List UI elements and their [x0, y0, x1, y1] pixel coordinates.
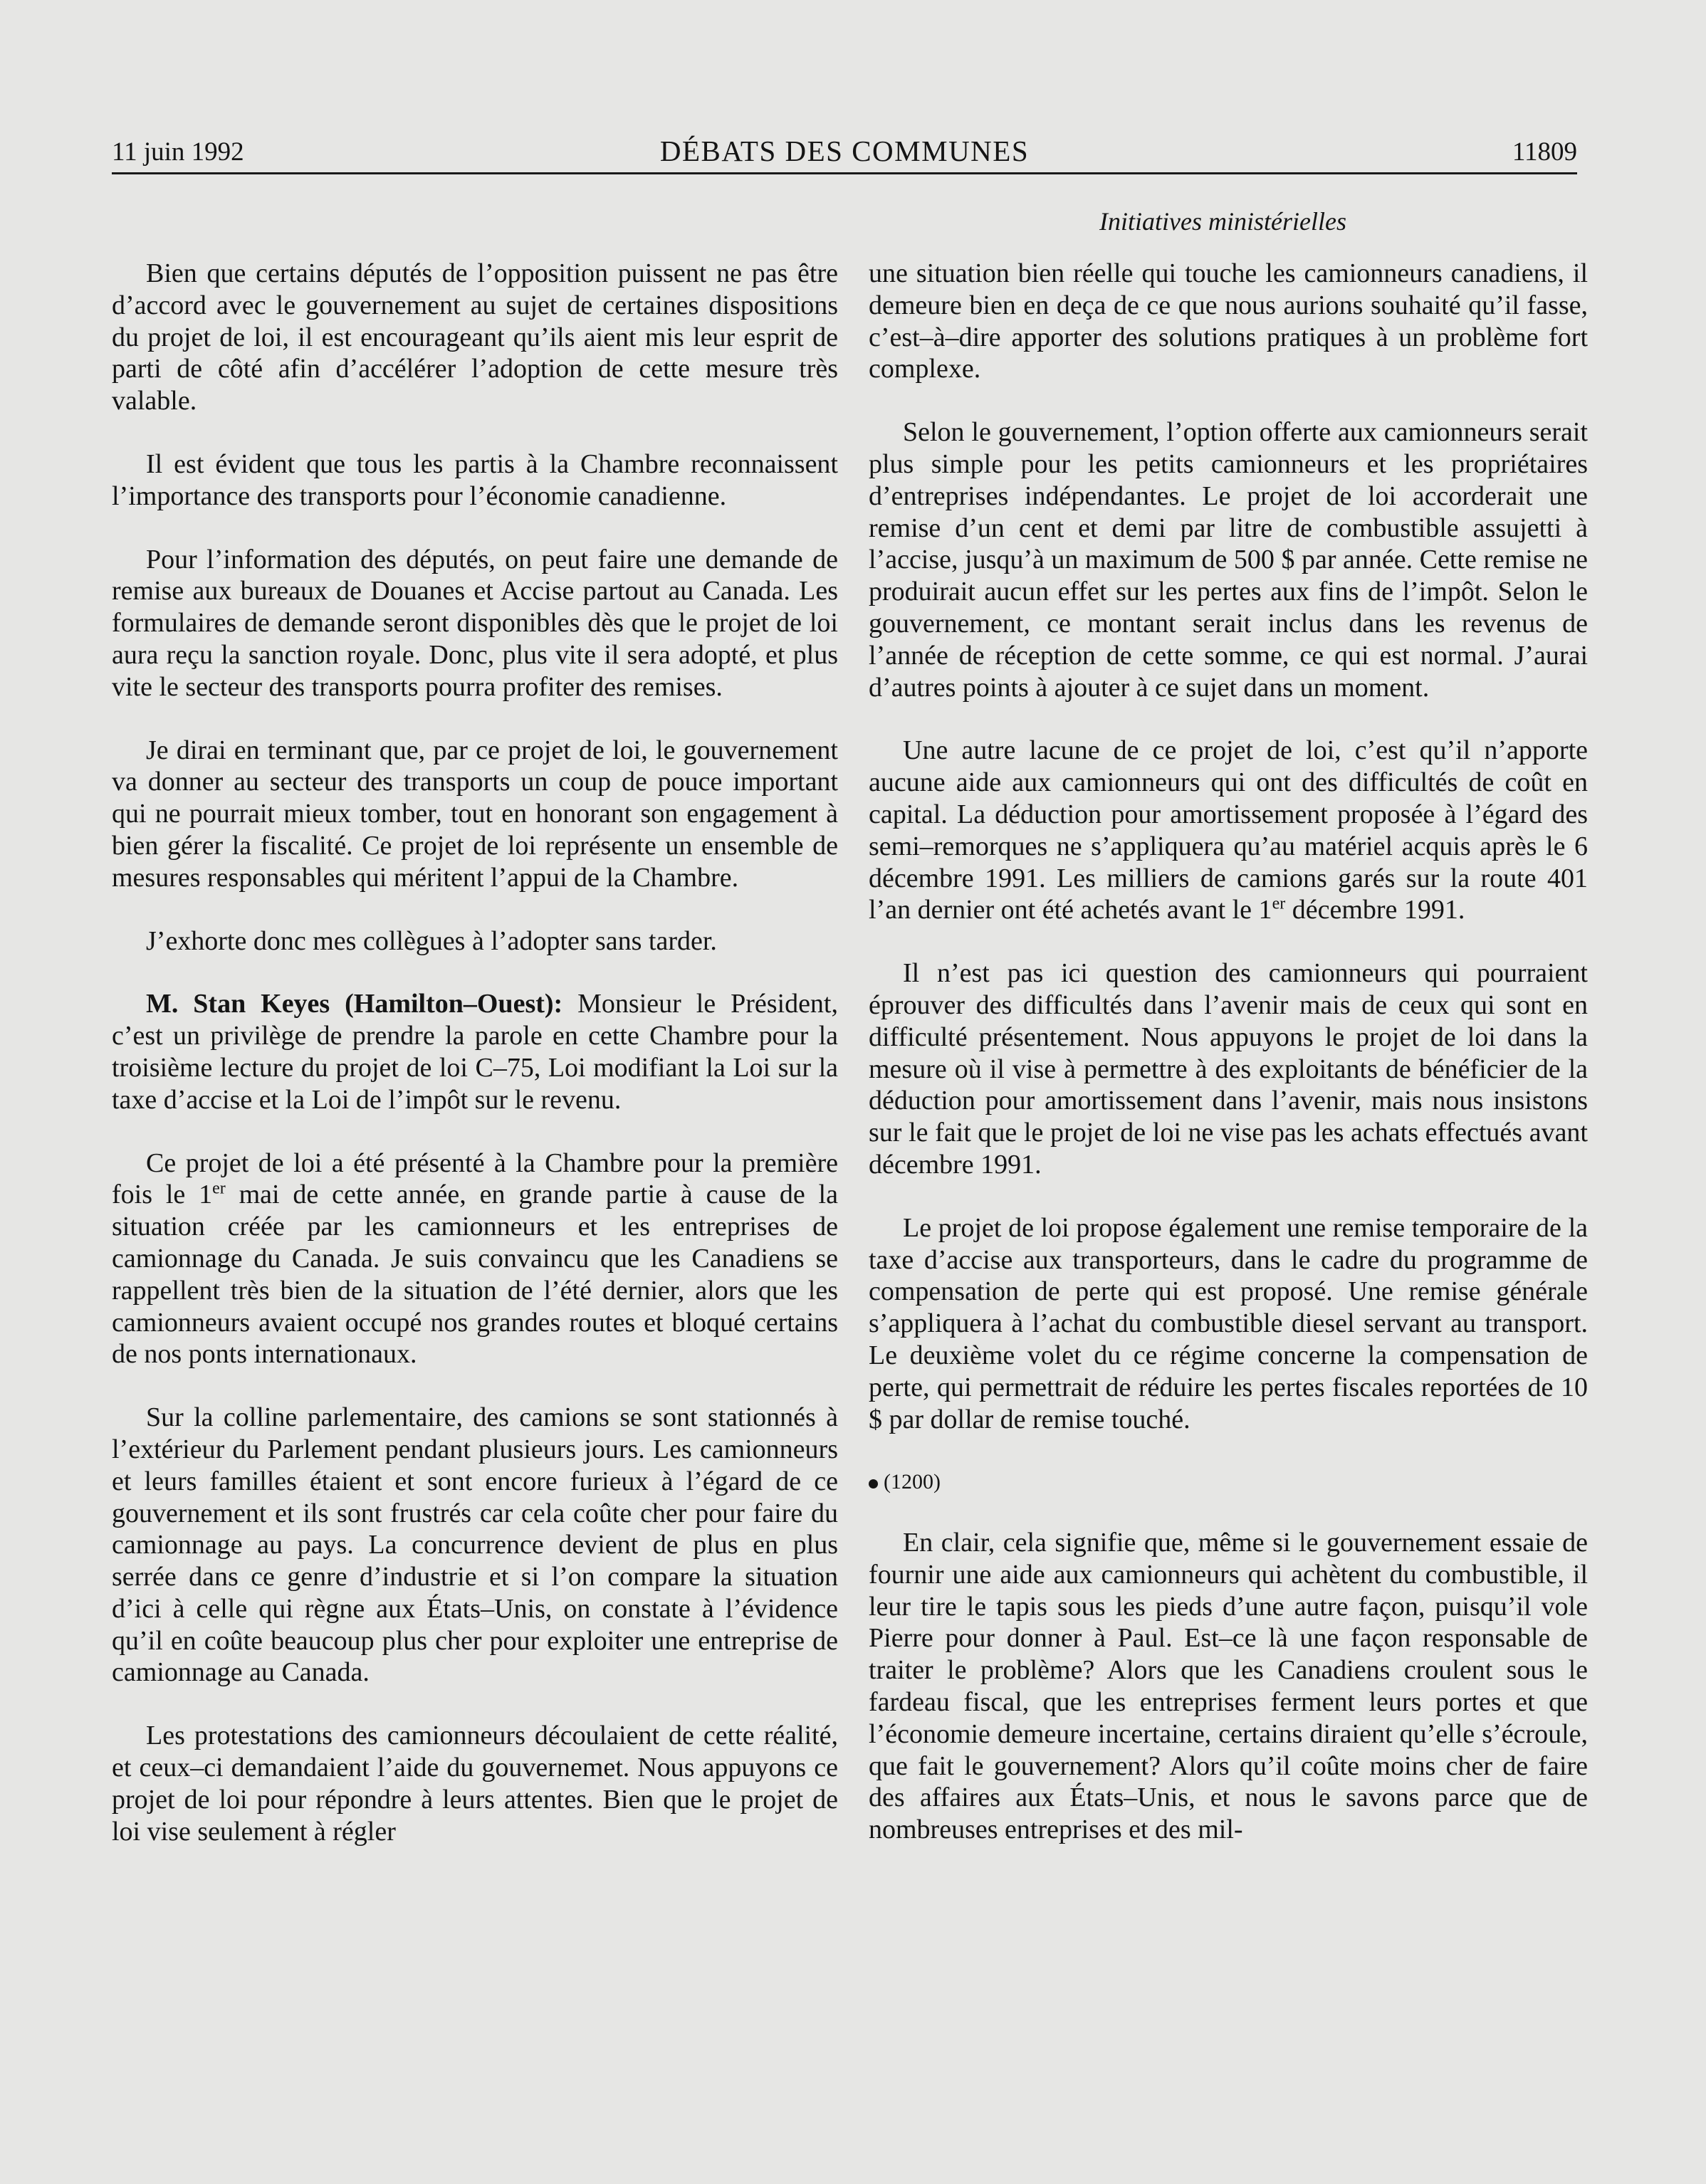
paragraph: Sur la colline parlementaire, des camions se sont stationnés à l’extérieur du Parlement pendant plusieurs jours. Les camionneurs et leurs familles étaient et sont encore furieux à l’égard de ce gouvernement et ils sont frustrés car cela coûte cher pour faire du camionnage au pays. La concurrence devient de plus en plus serrée dans ce genre d’industrie et si l’on compare la situation d’ici à celle qui règne aux États–Unis, on constate à l’évidence qu’il en coûte beaucoup plus cher pour exploiter une entreprise de camionnage au Canada.	[112, 1402, 838, 1688]
text-run: mai de cette année, en grande partie à cause de la situation créée par les camionneurs et les entreprises de camionnage du Canada. Je suis convaincu que les Canadiens se rappellent très bien de la situation de l’été dernier, alors que les camionneurs avaient occupé nos grandes routes et bloqué certains de nos ponts internationaux.	[112, 1180, 838, 1370]
header-date: 11 juin 1992	[112, 137, 244, 167]
paragraph	[112, 1148, 838, 1371]
paragraph: Le projet de loi propose également une remise temporaire de la taxe d’accise aux transporteurs, dans le cadre du programme de compensation de perte qui est proposé. Une remise générale s’appliquera à l’achat du combustible diesel servant au transport. Le deuxième volet du ce régime concerne la compensation de perte, qui permettrait de réduire les pertes fiscales reportées de 10 $ par dollar de remise touché.	[869, 1212, 1588, 1434]
right-column	[869, 258, 1588, 1877]
paragraph: Les protestations des camionneurs découlaient de cette réalité, et ceux–ci demandaient l’aide du gouvernemet. Nous appuyons ce projet de loi pour répondre à leurs attentes. Bien que le projet de loi vise seulement à régler	[112, 1721, 838, 1847]
paragraph: En clair, cela signifie que, même si le gouvernement essaie de fournir une aide aux camionneurs qui achètent du combustible, il leur tire le tapis sous les pieds d’une autre façon, puisqu’il vole Pierre pour donner à Paul. Est–ce là une façon responsable de traiter le problème? Alors que les Canadiens croulent sous le fardeau fiscal, que les entreprises ferment leurs portes et que l’économie demeure incertaine, certains diraient qu’elle s’écroule, que fait le gouvernement? Alors qu’il coûte moins cher de faire des affaires aux États–Unis, et nous le savons parce que de nombreuses entreprises et des mil-	[869, 1528, 1588, 1845]
section-heading: Initiatives ministérielles	[1099, 207, 1346, 236]
page-header	[112, 130, 1577, 174]
paragraph: une situation bien réelle qui touche les camionneurs canadiens, il demeure bien en deça de ce que nous aurions souhaité qu’il fasse, c’est–à–dire apporter des solutions pratiques à un problème fort complexe.	[869, 258, 1588, 384]
paragraph: Je dirai en terminant que, par ce projet de loi, le gouvernement va donner au secteur des transports un coup de pouce important qui ne pourrait mieux tomber, tout en honorant son engagement à bien gérer la fiscalité. Ce projet de loi représente un ensemble de mesures responsables qui méritent l’appui de la Chambre.	[112, 735, 838, 893]
time-marker	[869, 1466, 1588, 1498]
text-run: décembre 1991.	[1285, 895, 1465, 925]
header-page-number: 11809	[1512, 137, 1577, 167]
header-title: DÉBATS DES COMMUNES	[659, 135, 1030, 167]
speaker-paragraph	[112, 988, 838, 1115]
bullet-icon	[869, 1479, 878, 1489]
paragraph: Selon le gouvernement, l’option offerte aux camionneurs serait plus simple pour les petits camionneurs et les propriétaires d’entreprises indépendantes. Le projet de loi accorderait une remise d’un cent et demi par litre de combustible assujetti à l’accise, jusqu’à un maximum de 500 $ par année. Cette remise ne produirait aucun effet sur les pertes aux fins de l’impôt. Selon le gouvernement, ce montant serait inclus dans les revenus de l’année de réception de cette somme, ce qui est normal. J’aurai d’autres points à ajouter à ce sujet dans un moment.	[869, 417, 1588, 703]
paragraph: Pour l’information des députés, on peut faire une demande de remise aux bureaux de Douanes et Accise partout au Canada. Les formulaires de demande seront disponibles dès que le projet de loi aura reçu la sanction royale. Donc, plus vite il sera adopté, et plus vite le secteur des transports pourra profiter des remises.	[112, 544, 838, 702]
left-column	[112, 258, 838, 1879]
ordinal-suffix: er	[212, 1179, 226, 1198]
text-run: Ce projet de loi a été présenté à la Chambre pour la première fois le 1	[112, 1148, 838, 1210]
ordinal-suffix: er	[1272, 894, 1286, 913]
speaker-name: M. Stan Keyes (Hamilton–Ouest):	[146, 989, 563, 1019]
paragraph	[869, 735, 1588, 926]
time-marker-text: (1200)	[884, 1470, 941, 1494]
speech-text: Monsieur le Président, c’est un privilège de prendre la parole en cette Chambre pour la troisième lecture du projet de loi C–75, Loi modifiant la Loi sur la taxe d’accise et la Loi de l’impôt sur le revenu.	[112, 989, 838, 1115]
paragraph: Il est évident que tous les partis à la Chambre reconnaissent l’importance des transports pour l’économie canadienne.	[112, 448, 838, 511]
paragraph: J’exhorte donc mes collègues à l’adopter sans tarder.	[146, 925, 717, 956]
paragraph: Il n’est pas ici question des camionneurs qui pourraient éprouver des difficultés dans l’avenir mais de ceux qui sont en difficulté présentement. Nous appuyons le projet de loi dans la mesure où il vise à permettre à des exploitants de bénéficier de la déduction pour amortissement dans l’avenir, mais nous insistons sur le fait que le projet de loi ne vise pas les achats effectués avant décembre 1991.	[869, 958, 1588, 1180]
paragraph: Bien que certains députés de l’opposition puissent ne pas être d’accord avec le gouvernement au sujet de certaines dispositions du projet de loi, il est encourageant qu’ils aient mis leur esprit de parti de côté afin d’accélérer l’adoption de cette mesure très valable.	[112, 258, 838, 416]
text-run: Une autre lacune de ce projet de loi, c’est qu’il n’apporte aucune aide aux camionneurs qui ont des difficultés de coût en capital. La déduction pour amortissement proposée à l’égard des semi–remorques ne s’appliquera qu’au matériel acquis après le 6 décembre 1991. Les milliers de camions garés sur la route 401 l’an dernier ont été achetés avant le 1	[869, 735, 1588, 925]
